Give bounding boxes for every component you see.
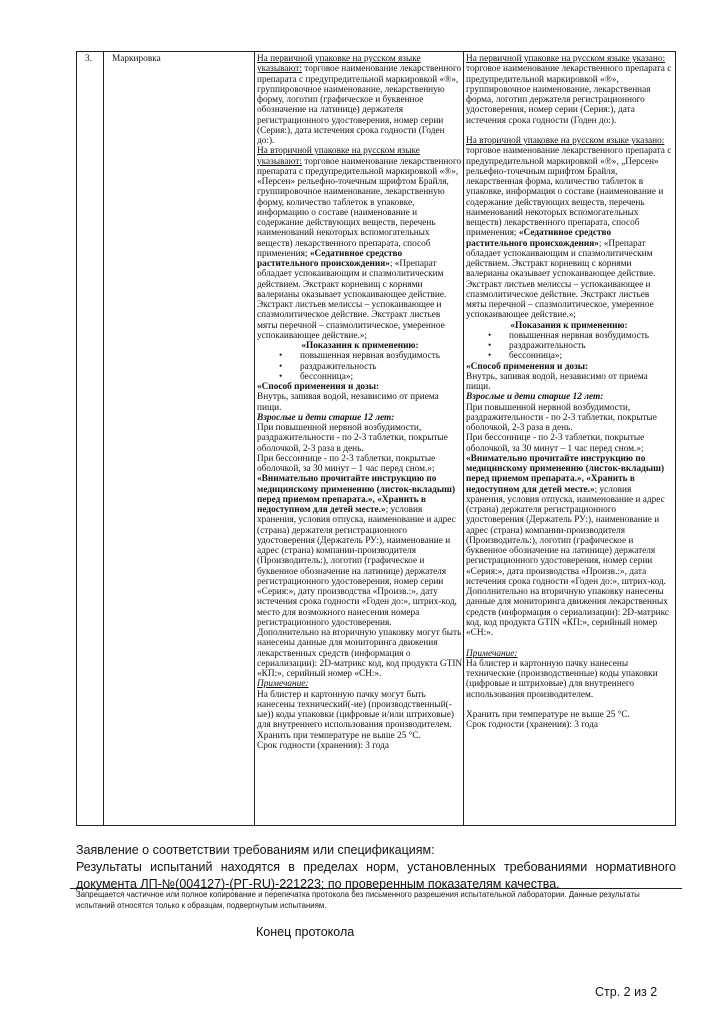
secondary-heading: На вторичной упаковке на русском языке указано: (466, 136, 665, 146)
dosage-text: Внутрь, запивая водой, независимо от приема пищи. (257, 392, 439, 413)
sedative-label: «Седативное средство растительного происхождения» (257, 248, 403, 269)
dosage-label: «Способ применения и дозы: (466, 361, 589, 372)
note-label: Примечание: (466, 648, 518, 659)
monitoring-text: Дополнительно на вторичную упаковку могут быть нанесены данные для мониторинга движения лекарственных средств (информация о сериализации): 2D-матрикс код, код продукта GTIN «КП:», серийный номер «СН:». (257, 628, 463, 679)
list-item: • повышенная нервная возбудимость (466, 331, 672, 341)
indications-list (466, 331, 672, 362)
insomnia-text: При бессоннице - по 2-3 таблетки, покрытые оболочкой, за 30 минут – 1 час перед сном.»; (257, 453, 436, 474)
storage-text: ; условия хранения, условия отпуска, наименование и адрес (страна) держателя регистрационного удостоверения (Держатель РУ:), наименование и адрес (страна) компании-производителя (Производитель:), логотип (графическое и буквенное обозначение на латинице) держателя регистрационного удостоверения, номер серии «Серия:», дата производства «Произв.:», дата истечения срока годности «Годен до:», штрих-код. Дополнительно на вторичную упаковку нанесены данные для мониторинга движения лекарственных средств (информация о сериализации): 2D-матрикс код, код продукта GTIN «КП:», серийный номер «СН:». (466, 484, 670, 638)
indications-label: «Показания к применению: (301, 341, 419, 351)
indications-list (257, 351, 463, 382)
list-item: • бессонница»; (466, 351, 672, 361)
warning-label: «Внимательно прочитайте инструкцию по медицинскому применению (листок-вкладыш) перед приемом препарата.», «Хранить в недоступном для детей месте.» (257, 474, 456, 515)
dosage-text: Внутрь, запивая водой, независимо от приема пищи. (466, 371, 648, 392)
list-item: • раздражительность (466, 341, 672, 351)
table-divider (463, 52, 464, 825)
statement-line-2: документа ЛП-№(004127)-(РГ-RU)-221223; по проверенным показателям качества. (76, 877, 560, 891)
table-divider (254, 52, 255, 825)
primary-heading: На первичной упаковке на русском языке указано: (466, 54, 666, 64)
secondary-text: торговое наименование лекарственного препарата с предупредительной маркировкой «®», «Персен» рельефно-точечным шрифтом Брайля, группировочное наименование, лекарственную форму, количество таблеток в упаковке, информацию о составе (наименование и содержание действующих веществ, перечень наименований некоторых вспомогательных веществ) лекарственного препарата, способ применения; (257, 156, 462, 259)
row-number: 3. (85, 54, 92, 64)
preparation-text: ; «Препарат обладает успокаивающим и спазмолитическим действием. Экстракт корневищ с корнями валерианы оказывает успокаивающее действие. Экстракт листьев мелиссы – успокаивающее и спазмолитическое действие. Экстракт листьев мяты перечной – спазмолитическое, умеренное успокаивающее действие.»; (466, 238, 656, 321)
note-text: На блистер и картонную пачку могут быть нанесены технический(-ие) (производственный(-ые)) коды упаковки (цифровые и/или штриховые) для внутреннего использования производителем. (257, 689, 454, 731)
actual-labeling-cell (466, 54, 672, 731)
primary-heading: На первичной упаковке на русском языке указывают: (257, 54, 421, 75)
page-number: Стр. 2 из 2 (595, 985, 658, 999)
preparation-text: ; «Препарат обладает успокаивающим и спазмолитическим действием. Экстракт корневищ с корнями валерианы оказывает успокаивающее действие. Экстракт листьев мелиссы – успокаивающее и спазмолитическое действие. Экстракт листьев мяты перечной – спазмолитическое, умеренное успокаивающее действие.»; (257, 259, 447, 341)
list-item: • повышенная нервная возбудимость (257, 351, 463, 361)
table-divider (103, 52, 104, 825)
note-text: На блистер и картонную пачку нанесены технические (производственные) коды упаковки (цифровые и штриховые) для внутреннего использования производителем. (466, 658, 658, 700)
irritability-text: При повышенной нервной возбудимости, раздражительности - по 2-3 таблетки, покрытые оболочкой, 2-3 раза в день. (466, 402, 657, 433)
warning-label: «Внимательно прочитайте инструкцию по медицинскому применению (листок-вкладыш) перед приемом препарата.», «Хранить в недоступном для детей месте.» (466, 453, 665, 495)
dosage-label: «Способ применения и дозы: (257, 382, 380, 392)
required-labeling-cell (257, 54, 463, 751)
divider (70, 888, 682, 889)
temperature-text: Хранить при температуре не выше 25 °С. (257, 730, 421, 741)
shelf-life-text: Срок годности (хранения): 3 года (257, 740, 390, 751)
irritability-text: При повышенной нервной возбудимости, раздражительности - по 2-3 таблетки, покрытые оболочкой, 2-3 раза в день. (257, 423, 448, 454)
list-item: • раздражительность (257, 362, 463, 372)
statement-heading: Заявление о соответствии требованиям или спецификациям: (76, 843, 435, 857)
secondary-text: торговое наименование лекарственного препарата с предупредительной маркировкой «®», „Персен» рельефно-точечным шрифтом Брайля, лекарственная форма, количество таблеток в упаковке, информация о составе (наименование и содержание действующих веществ, перечень наименований некоторых вспомогательных веществ) лекарственного препарата, способ применения; (466, 146, 672, 239)
sedative-label: «Седативное средство растительного происхождения» (466, 228, 612, 249)
primary-text: торговое наименование лекарственного препарата с предупредительной маркировкой «®», группировочное наименование, лекарственная форма, логотип держателя регистрационного удостоверения, номер серии (Серия:), дата истечения срока годности (Годен до:). (466, 64, 672, 126)
disclaimer-text: Запрещается частичное или полное копирование и перепечатка протокола без письменного разрешения испытательной лаборатории. Данные результаты испытаний относятся только к образцам, подвергнутым испытаниям. (76, 890, 640, 910)
temperature-text: Хранить при температуре не выше 25 °С. (466, 710, 630, 720)
adults-label: Взрослые и дети старше 12 лет: (466, 392, 604, 403)
indications-label: «Показания к применению: (510, 320, 628, 331)
labeling-table (76, 51, 676, 826)
note-label: Примечание: (257, 679, 309, 690)
shelf-life-text: Срок годности (хранения): 3 года (466, 720, 599, 731)
end-of-protocol: Конец протокола (256, 925, 355, 939)
secondary-heading: На вторичной упаковке на русском языке указывают: (257, 146, 420, 167)
statement-line-1: Результаты испытаний находятся в пределах норм, установленных требованиями нормативного (76, 860, 676, 874)
primary-text: торговое наименование лекарственного препарата с предупредительной маркировкой «®», группировочное наименование, лекарственную форму, логотип (графическое и буквенное обозначение на латинице) держателя регистрационного удостоверения, номер серии (Серия:), дата истечения срока годности (Годен до:). (257, 64, 462, 146)
storage-text: ; условия хранения, условия отпуска, наименование и адрес (страна) держателя регистрационного удостоверения (Держатель РУ:), наименование и адрес (страна) компании-производителя (Производитель:), логотип (графическое и буквенное обозначение на латинице) держателя регистрационного удостоверения, номер серии «Серия:», дату производства «Произв.:», дату истечения срока годности «Годен до:», штрих-код, место для возможного нанесения номера регистрационного удостоверения. (257, 505, 457, 628)
list-item: • бессонница»; (257, 372, 463, 382)
conformity-statement (76, 842, 676, 893)
adults-label: Взрослые и дети старше 12 лет: (257, 412, 395, 423)
row-name: Маркировка (112, 54, 161, 64)
insomnia-text: При бессоннице - по 2-3 таблетки, покрытые оболочкой, за 30 минут – 1 час перед сном.»; (466, 433, 645, 454)
